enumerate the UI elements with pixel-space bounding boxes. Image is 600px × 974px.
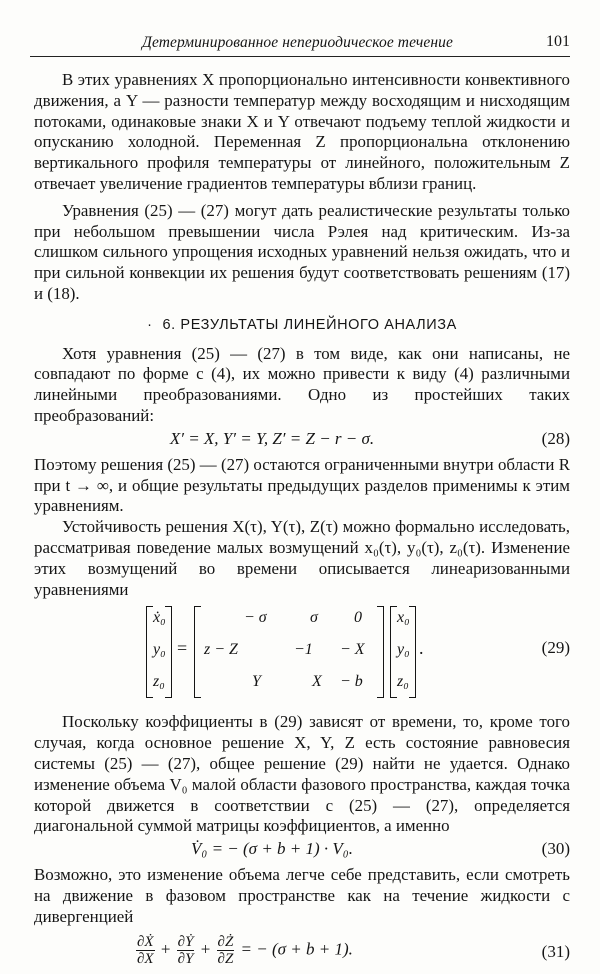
equation-28	[34, 429, 570, 453]
equation-31-number: (31)	[541, 941, 570, 961]
page-number: 101	[546, 33, 570, 50]
fraction-dX	[136, 934, 155, 967]
equation-29-number: (29)	[541, 638, 570, 658]
plus-sign: +	[160, 938, 171, 958]
coeff-2-3: − X	[340, 641, 365, 659]
coeff-1-1: − σ	[244, 609, 267, 627]
coeff-3-2: X	[312, 673, 322, 691]
equation-31-body	[134, 934, 353, 967]
fraction-dX-num: ∂Ẋ	[137, 933, 154, 950]
equation-30-number: (30)	[541, 839, 570, 859]
paragraph-bounded: Поэтому решения (25) — (27) остаются ограниченными внутри области R при t → ∞, и общие результаты предыдущих разделов применимы к этим уравнениям.	[34, 454, 570, 516]
fraction-dX-den: ∂X	[137, 950, 154, 967]
lhs-x0: ẋ₀	[153, 609, 166, 627]
equation-31-rhs: = − (σ + b + 1).	[240, 938, 353, 958]
rhs-z0: z₀	[397, 673, 409, 691]
matrix-equals: =	[177, 638, 188, 659]
equation-28-number: (28)	[541, 428, 570, 448]
fraction-dY-num: ∂Ẏ	[177, 933, 194, 950]
fraction-dZ-num: ∂Ż	[217, 933, 234, 950]
coeff-1-2: σ	[310, 609, 318, 627]
section-bullet: ·	[147, 316, 153, 333]
running-head	[30, 30, 570, 57]
lhs-vector	[146, 606, 172, 696]
equation-30	[34, 839, 570, 863]
running-title: Детерминированное непериодическое течение	[142, 34, 453, 51]
coeff-1-3: 0	[354, 609, 362, 627]
fraction-dZ	[217, 934, 235, 967]
coeff-3-1: Y	[252, 673, 261, 691]
equation-29	[34, 606, 570, 704]
section-heading-text: 6. РЕЗУЛЬТАТЫ ЛИНЕЙНОГО АНАЛИЗА	[162, 316, 457, 333]
plus-sign: +	[200, 938, 211, 958]
lhs-z0: z₀	[153, 673, 165, 691]
fraction-dY-den: ∂Y	[177, 950, 194, 967]
rhs-y0: y₀	[397, 641, 410, 659]
equation-31	[34, 930, 570, 974]
rhs-x0: x₀	[397, 609, 410, 627]
fraction-dZ-den: ∂Z	[217, 950, 234, 967]
paragraph-variables: В этих уравнениях X пропорционально интенсивности конвективного движения, а Y — разности температур между восходящим и нисходящим потоками, одинаковые знаки X и Y отвечают подъему теплой жидкости и опусканию холодной. Переменная Z пропорциональна отклонению вертикального профиля температуры от линейного, положительным Z отвечает увеличение градиентов температуры вблизи границ.	[34, 70, 570, 193]
rhs-vector	[390, 606, 416, 696]
paragraph-volume: Поскольку коэффициенты в (29) зависят от времени, то, кроме того случая, когда основное решение X, Y, Z есть состояние равновесия системы (25) — (27), общее решение (29) найти не удается. Однако изменение объема V₀ малой области фазового пространства, каждая точка которой движется в соответствии с (25) — (27), определяется диагональной суммой матрицы коэффициентов, а именно	[34, 712, 570, 836]
coeff-3-3: − b	[340, 673, 363, 691]
paragraph-validity: Уравнения (25) — (27) могут дать реалистические результаты только при небольшом превышении числа Рэлея над критическим. Из-за слишком сильного упрощения исходных уравнений нельзя ожидать, что и при сильной конвекции их решения будут соответствовать решениям (17) и (18).	[34, 200, 570, 303]
paragraph-stability: Устойчивость решения X(τ), Y(τ), Z(τ) можно формально исследовать, рассматривая поведение малых возмущений x₀(τ), y₀(τ), z₀(τ). Изменение этих возмущений во времени описывается линеаризованными уравнениями	[34, 517, 570, 599]
matrix-period: .	[419, 638, 424, 659]
lhs-y0: y₀	[153, 641, 166, 659]
paragraph-divergence: Возможно, это изменение объема легче себе представить, если смотреть на движение в фазовом пространстве как на течение жидкости с дивергенцией	[34, 865, 570, 926]
coeff-2-1: z − Z	[204, 641, 238, 659]
paragraph-transform: Хотя уравнения (25) — (27) в том виде, как они написаны, не совпадают по форме с (4), их можно привести к виду (4) различными линейными преобразованиями. Одно из простейших таких преобразований:	[34, 343, 570, 425]
equation-28-body: X′ = X, Y′ = Y, Z′ = Z − r − σ.	[169, 428, 375, 448]
fraction-dY	[177, 934, 195, 967]
coeff-2-2: −1	[294, 641, 313, 659]
section-heading	[34, 315, 570, 336]
equation-30-body: V̇₀ = − (σ + b + 1) · V₀.	[191, 839, 353, 859]
coefficient-matrix	[194, 606, 384, 696]
body-text	[34, 70, 570, 974]
